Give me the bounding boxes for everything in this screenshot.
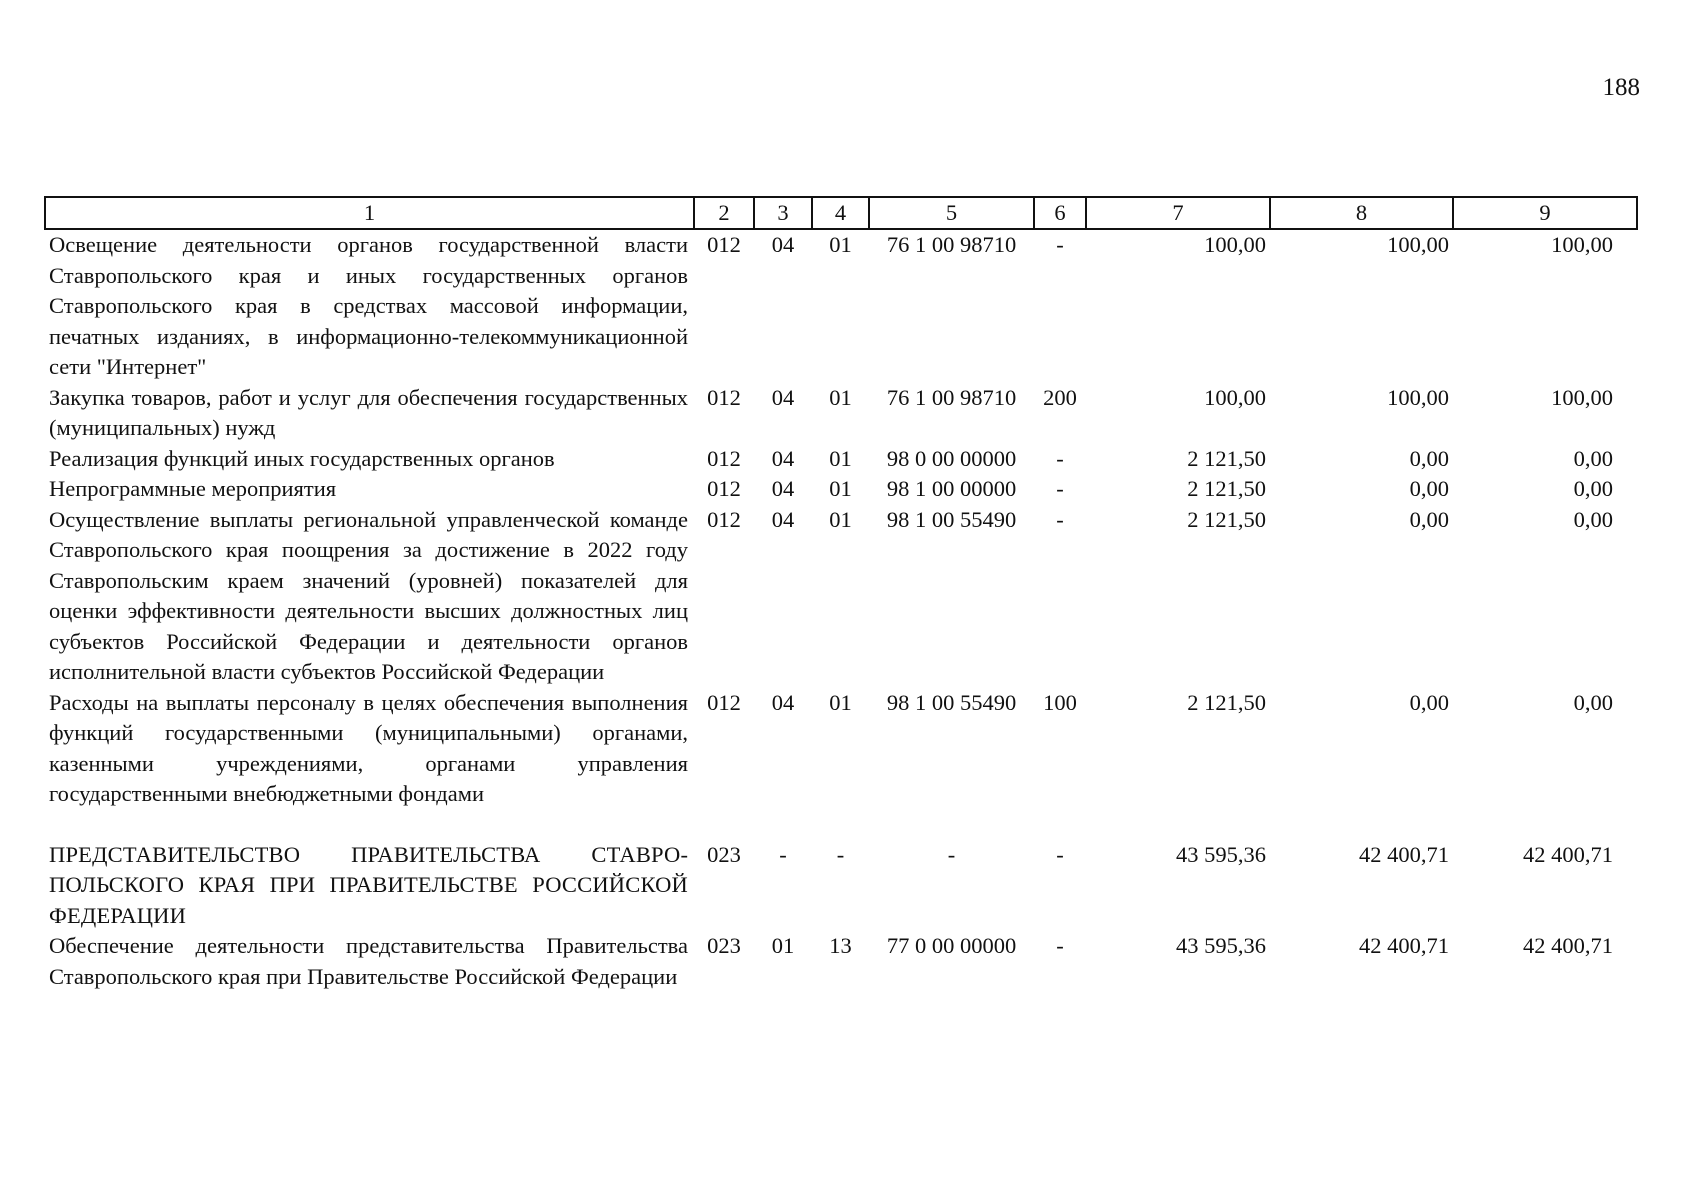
page-number: 188	[1602, 74, 1640, 101]
subsection-code: 01	[829, 232, 852, 257]
amount-col9: 0,00	[1573, 445, 1613, 471]
header-cell: 7	[1086, 197, 1270, 229]
subsection-code: 01	[829, 445, 852, 471]
subsection-code: 01	[829, 689, 852, 715]
spacer-row	[45, 810, 1637, 840]
amount-col7: 2 121,50	[1187, 476, 1266, 501]
amount-col7: 2 121,50	[1187, 445, 1266, 471]
ministry-code: 012	[707, 506, 741, 532]
expense-type-code: -	[1056, 232, 1064, 257]
expense-type-code: -	[1056, 506, 1064, 532]
expense-type-code: 200	[1043, 384, 1077, 410]
target-article-code: 98 1 00 55490	[886, 689, 1017, 715]
row-description: Закупка товаров, работ и услуг для обеспечения государственных (муниципальных) нужд	[49, 384, 688, 440]
expense-type-code: -	[1056, 841, 1064, 867]
header-cell: 8	[1270, 197, 1453, 229]
amount-col7: 100,00	[1204, 232, 1266, 257]
spacer-cell	[45, 810, 1637, 840]
amount-col8: 0,00	[1409, 476, 1449, 501]
section-code: -	[779, 841, 787, 867]
subsection-code: 01	[829, 506, 852, 532]
table-row	[45, 383, 1637, 444]
subsection-code: 13	[829, 933, 852, 958]
header-cell: 9	[1453, 197, 1637, 229]
target-article-code: -	[947, 841, 956, 867]
expense-type-code: -	[1056, 476, 1064, 501]
header-cell: 3	[754, 197, 812, 229]
section-code: 04	[771, 384, 795, 410]
row-description: Расходы на выплаты персоналу в целях обеспечения выполнения функций государственными (муниципальными) органами, казенными учреждениями, органами управления государственными внебюджетными фондами	[49, 689, 688, 806]
subsection-code: 01	[829, 476, 852, 501]
target-article-code: 76 1 00 98710	[886, 232, 1017, 257]
ministry-code: 012	[707, 232, 741, 257]
expense-type-code: 100	[1043, 689, 1077, 715]
header-cell: 5	[869, 197, 1034, 229]
target-article-code: 77 0 00 00000	[886, 933, 1017, 958]
amount-col8: 100,00	[1387, 232, 1449, 257]
amount-col9: 0,00	[1573, 506, 1613, 532]
header-cell: 4	[812, 197, 869, 229]
amount-col9: 100,00	[1551, 384, 1613, 410]
amount-col8: 100,00	[1387, 384, 1449, 410]
amount-col7: 43 595,36	[1176, 933, 1266, 958]
amount-col9: 0,00	[1573, 476, 1613, 501]
table-row	[45, 840, 1637, 932]
ministry-code: 023	[707, 933, 741, 958]
row-description: Обеспечение деятельности представительства Правительства Ставропольского края при Правительстве Российской Федерации	[49, 933, 688, 989]
target-article-code: 98 0 00 00000	[886, 445, 1017, 471]
amount-col8: 0,00	[1409, 506, 1449, 532]
row-description: Реализация функций иных государственных органов	[49, 445, 555, 471]
section-code: 04	[771, 476, 795, 501]
amount-col7: 2 121,50	[1187, 506, 1266, 532]
row-description: ПРЕДСТАВИТЕЛЬСТВО ПРАВИТЕЛЬСТВА СТАВРОПОЛЬСКОГО КРАЯ ПРИ ПРАВИТЕЛЬСТВЕ РОССИЙСКОЙ ФЕДЕРАЦИИ	[49, 841, 688, 928]
subsection-code: 01	[829, 384, 852, 410]
row-description: Освещение деятельности органов государственной власти Ставропольского края и иных государственных органов Ставропольского края в средствах массовой информации, печатных изданиях, в информационно-телекоммуникационной сети "Интернет"	[49, 232, 688, 379]
amount-col9: 100,00	[1551, 232, 1613, 257]
table-row	[45, 931, 1637, 992]
section-code: 04	[771, 445, 795, 471]
table-row	[45, 229, 1637, 383]
expense-type-code: -	[1056, 445, 1064, 471]
expense-type-code: -	[1056, 933, 1064, 958]
ministry-code: 012	[707, 445, 741, 471]
table-row	[45, 688, 1637, 810]
table-row	[45, 474, 1637, 505]
ministry-code: 012	[707, 384, 741, 410]
row-description: Осуществление выплаты региональной управленческой команде Ставропольского края поощрения за достижение в 2022 году Ставропольским краем значений (уровней) показателей для оценки эффективности деятельности высших должностных лиц субъектов Российской Федерации и деятельности органов исполнительной власти субъектов Российской Федерации	[49, 506, 688, 684]
header-cell: 6	[1034, 197, 1086, 229]
target-article-code: 98 1 00 00000	[886, 476, 1017, 501]
amount-col7: 2 121,50	[1187, 689, 1266, 715]
table-row	[45, 505, 1637, 688]
header-cell: 1	[45, 197, 694, 229]
section-code: 04	[771, 506, 795, 532]
amount-col7: 43 595,36	[1176, 841, 1266, 867]
row-description: Непрограммные мероприятия	[49, 476, 337, 501]
table-row	[45, 444, 1637, 475]
amount-col9: 0,00	[1573, 689, 1613, 715]
header-cell: 2	[694, 197, 754, 229]
amount-col8: 42 400,71	[1359, 841, 1449, 867]
ministry-code: 012	[707, 476, 741, 501]
amount-col8: 42 400,71	[1359, 933, 1449, 958]
target-article-code: 76 1 00 98710	[886, 384, 1017, 410]
amount-col9: 42 400,71	[1523, 841, 1613, 867]
budget-table	[44, 196, 1638, 992]
amount-col9: 42 400,71	[1523, 933, 1613, 958]
amount-col8: 0,00	[1409, 689, 1449, 715]
subsection-code: -	[836, 841, 845, 867]
amount-col8: 0,00	[1409, 445, 1449, 471]
section-code: 04	[771, 689, 795, 715]
amount-col7: 100,00	[1204, 384, 1266, 410]
ministry-code: 012	[707, 689, 741, 715]
header-row	[45, 197, 1637, 229]
target-article-code: 98 1 00 55490	[886, 506, 1017, 532]
ministry-code: 023	[707, 841, 741, 867]
section-code: 04	[771, 232, 795, 257]
section-code: 01	[771, 933, 795, 958]
